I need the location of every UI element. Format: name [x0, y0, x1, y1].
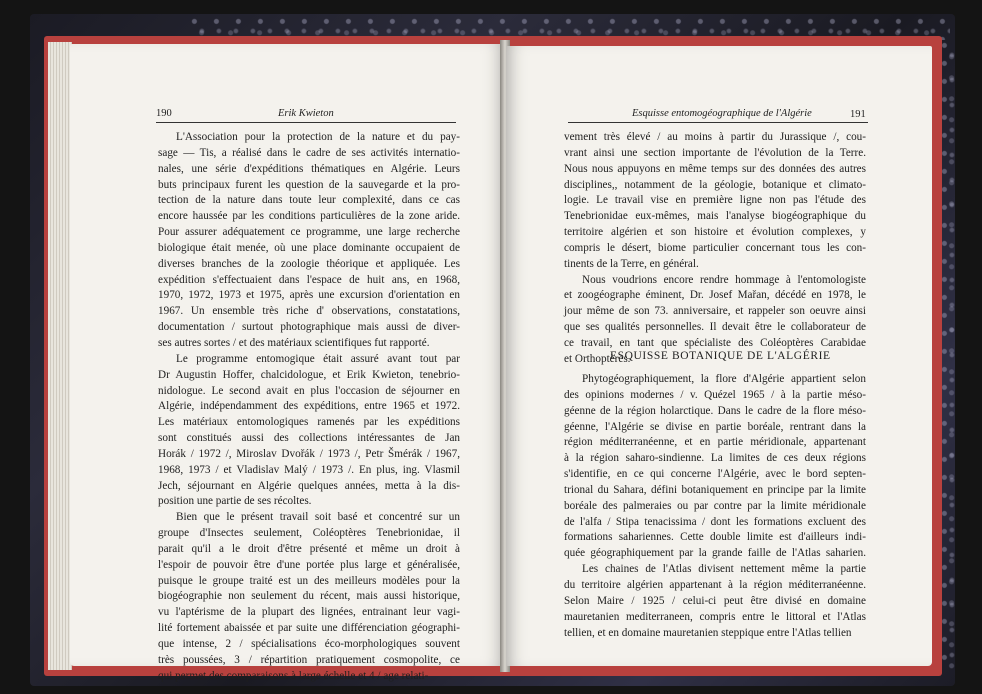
- running-head-left: Erik Kwieton: [278, 108, 334, 119]
- running-head-right: Esquisse entomogéographique de l'Algérie: [632, 108, 812, 119]
- text-line: parait qu'il a le droit d'être présenté et même un droit à: [158, 542, 460, 555]
- text-line: Les matériaux entomologiques ramenés par les expéditions: [158, 416, 460, 429]
- text-line: vrant ainsi une section importante de l'évolution de la Terre.: [564, 146, 866, 159]
- section-heading: ESQUISSE BOTANIQUE DE L'ALGÉRIE: [610, 350, 831, 362]
- text-line: 1968, 1973 / et Vladislav Malý / 1973 /. En plus, ing. Vlasmil: [158, 463, 460, 476]
- text-line: ses autres sortes / et des matériaux scientifiques fut rapporté.: [158, 336, 430, 349]
- text-line: disciplines,, notamment de la géologie, botanique et climato-: [564, 178, 866, 191]
- text-line: tellien, et en domaine mauretanien steppique entre l'Atlas tellien: [564, 626, 852, 639]
- text-line: lité fortement abaissée et par suite une différenciation géographi-: [158, 622, 460, 635]
- text-line: 1970, 1972, 1973 et 1975, après une excursion d'orientation en: [158, 289, 460, 302]
- text-line: formations sahariennes. Cette double limite est d'ailleurs indi-: [564, 531, 866, 544]
- text-line: buts principaux furent les question de la sauvegarde et la pro-: [158, 178, 460, 191]
- text-line: de l'alfa / Stipa tenacissima / dont les formations excluent des: [564, 515, 866, 528]
- text-line: des opinions modernes / v. Quézel 1965 / à la partie méso-: [564, 388, 866, 401]
- right-body-text-bottom: [564, 372, 866, 641]
- text-line: Nous voudrions encore rendre hommage à l'entomologiste: [582, 273, 866, 286]
- text-line: tinents de la Terre, en général.: [564, 257, 699, 270]
- text-line: que ses qualités personnelles. Il devait être le collaborateur de: [564, 321, 866, 334]
- text-line: 1967. Un ensemble très riche d' observations, constatations,: [158, 305, 460, 318]
- text-line: vu l'aptérisme de la plupart des lignées, entrainant leur vagi-: [158, 606, 460, 619]
- text-line: ce travail, en tant que spécialiste des Coléoptères Carabidae: [564, 336, 866, 349]
- text-line: encore haussée par les conditions particulières de la zone aride.: [158, 210, 460, 223]
- text-line: expédition s'effectuaient dans l'espace de huit ans, en 1968,: [158, 273, 460, 286]
- right-body-text-top: [564, 130, 866, 368]
- text-line: L'Association pour la protection de la nature et du pay-: [176, 131, 460, 143]
- text-line: qui permet des comparaisons à large échelle et 4 / age relati-: [158, 669, 429, 682]
- text-line: compris le désert, biome particulier concernant tous les con-: [564, 241, 866, 254]
- cover-marbling-right: [940, 40, 956, 670]
- page-stack: [48, 42, 72, 670]
- text-line: très poussées, 3 / répartition pratiquement cosmopolite, ce: [158, 653, 460, 666]
- right-page: [506, 46, 932, 666]
- text-line: Algérie, indépendamment des expéditions, entre 1965 et 1972.: [158, 400, 460, 413]
- text-line: sage — Tis, a réalisé dans le cadre de ses activités internatio-: [158, 146, 460, 159]
- text-line: nales, une série d'expéditions thématiques en Algérie. Leurs: [158, 162, 460, 175]
- text-line: biologique était menée, où une place dominante occupaient de: [158, 241, 460, 254]
- text-line: jour même de son 73. anniversaire, et rappeler son oeuvre ainsi: [564, 305, 866, 318]
- text-line: l'espoir de pouvoir être d'une portée plus large et généralisée,: [158, 558, 460, 571]
- text-line: que intense, 2 / spécialisations éco-morphologiques souvent: [158, 638, 460, 650]
- text-line: Selon Maire / 1925 / celui-ci peut être divisé en domaine: [564, 594, 866, 607]
- text-line: boréale des palmeraies ou par contre par la limite méridionale: [564, 499, 866, 512]
- text-line: groupe d'Insectes seulement, Coléoptères Tenebrionidae, il: [158, 527, 460, 540]
- text-line: diverses branches de la zoologie théorique et appliquée. Les: [158, 257, 460, 270]
- text-line: région méditerranéenne, et en partie méridionale, appartenant: [564, 436, 866, 449]
- text-line: Phytogéographiquement, la flore d'Algérie appartient selon: [582, 373, 866, 385]
- text-line: à la région saharo-sindienne. La limites de ces deux régions: [564, 452, 866, 465]
- text-line: quée géographiquement par la grande faille de l'Atlas saharien.: [564, 547, 866, 560]
- text-line: documentation / surtout photographique mais aussi de diver-: [158, 321, 460, 334]
- text-line: Bien que le présent travail soit basé et concentré sur un: [176, 511, 460, 524]
- text-line: du territoire algérien appartenant à la région méditerranéenne.: [564, 578, 866, 591]
- text-line: puisque le groupe traité est un des meilleurs modèles pour la: [158, 574, 460, 587]
- text-line: mauretanien mediterraneen, compris entre le littoral et l'Atlas: [564, 610, 866, 623]
- text-line: territoire algérien et son histoire et évolution complexes, y: [564, 226, 866, 239]
- text-line: Horák / 1972 /, Miroslav Dvořák / 1973 /, Petr Šmérák / 1967,: [158, 447, 460, 460]
- text-line: Pour assurer adéquatement ce programme, une large recherche: [158, 226, 460, 239]
- text-line: position une partie de ses récoltes.: [158, 495, 312, 508]
- text-line: géenne, l'Algérie se divise en partie boréale, rentrant dans la: [564, 420, 866, 433]
- text-line: vement très élevé / au moins à partir du Jurassique /, cou-: [564, 131, 866, 143]
- header-rule-left: [156, 122, 456, 123]
- text-line: Le programme entomogique était assuré avant tout par: [176, 352, 460, 365]
- text-line: nidologue. Le second avait en plus l'occasion de séjourner en: [158, 384, 460, 397]
- left-page: [70, 44, 504, 682]
- text-line: et Orthoptères.: [564, 352, 631, 365]
- text-line: Nous nous appuyons en même temps sur des données des autres: [564, 162, 866, 175]
- text-line: biogéographie non seulement du récent, mais aussi historique,: [158, 590, 460, 603]
- page-number-right: 191: [850, 109, 866, 120]
- text-line: géenne de la région holarctique. Dans le cadre de la flore méso-: [564, 404, 866, 417]
- text-line: tection de la nature dans toute leur complexité, dans ce cas: [158, 194, 460, 207]
- text-line: logie. Le travail vise en première ligne non pas l'étude des: [564, 194, 866, 207]
- text-line: Dr Augustin Hoffer, chalcidologue, et Erik Kwieton, tenebrio-: [158, 368, 460, 381]
- text-line: trional du Sahara, défini botaniquement en principe par la limite: [564, 483, 866, 496]
- page-number-left: 190: [156, 108, 172, 119]
- left-body-text: [158, 130, 460, 685]
- text-line: s'identifie, en ce qui concerne l'Algérie, avec le bord septen-: [564, 468, 866, 481]
- text-line: Jech, séjournant en Algérie quelques années, metta à la dis-: [158, 479, 460, 492]
- text-line: Les chaines de l'Atlas divisent nettement même la partie: [582, 563, 866, 576]
- text-line: Tenebrionidae eux-mêmes, mais l'analyse biogéographique du: [564, 210, 866, 223]
- text-line: sont constitués aussi des collections intéressantes de Jan: [158, 432, 460, 445]
- text-line: et zoogéographe éminent, Dr. Josef Mařan, décédé en 1978, le: [564, 289, 866, 302]
- header-rule-right: [568, 122, 868, 123]
